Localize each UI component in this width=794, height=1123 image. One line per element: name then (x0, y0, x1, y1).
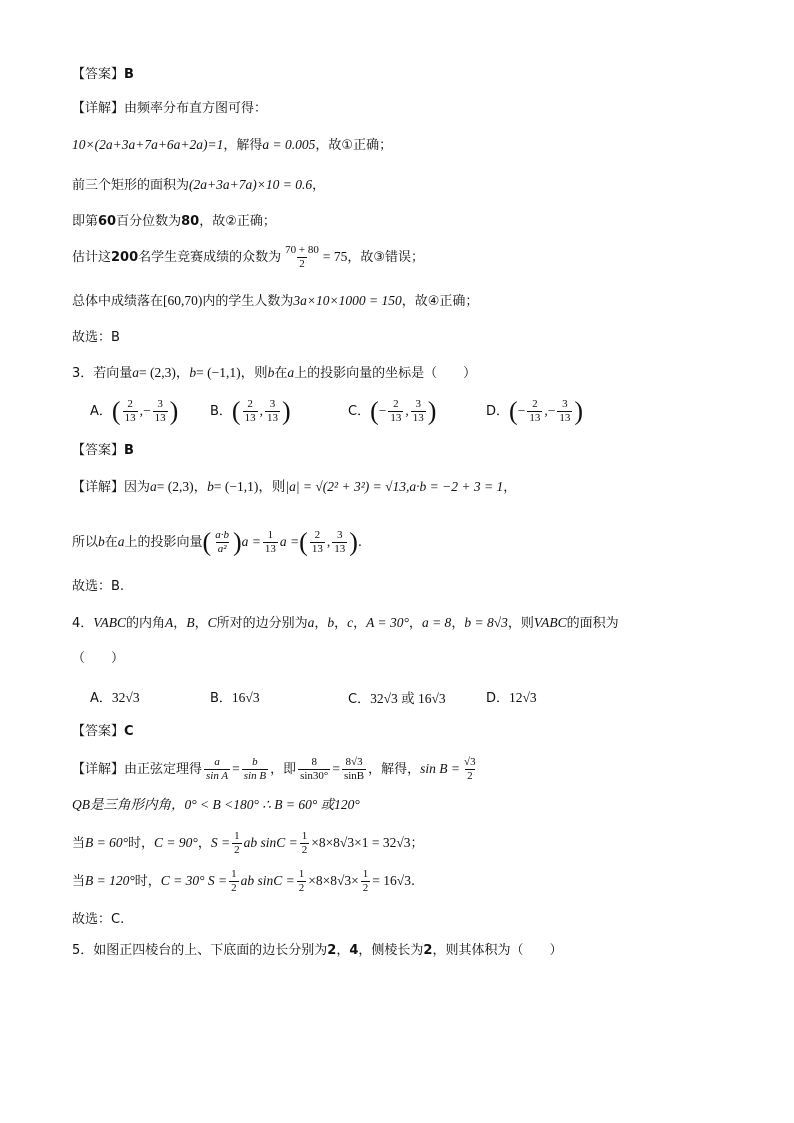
option-value: 16√3 (231, 690, 260, 705)
text: 200 (111, 250, 139, 265)
vector-a: a (150, 479, 157, 494)
option-label: C． (348, 404, 371, 419)
text: ， (503, 480, 517, 495)
side: a (307, 615, 315, 630)
denominator: 13 (124, 412, 136, 424)
text: ， (197, 836, 211, 851)
equation: B = 60° (85, 835, 129, 850)
text: 当 (72, 874, 86, 889)
side: c (347, 615, 354, 630)
fraction (462, 756, 478, 783)
denominator: 2 (231, 882, 237, 894)
equation: QB是三角形内角，0° < B <180° ∴ B = 60° 或120° (72, 797, 360, 812)
text: 的内角 (126, 616, 166, 631)
option-label: D． (486, 404, 510, 419)
text: 时， (134, 874, 161, 889)
option-label: A． (90, 404, 112, 419)
text: ，即 (270, 762, 297, 777)
detail-line-4d (72, 864, 415, 899)
denominator: 13 (334, 543, 346, 555)
equation: C = 30° S = (160, 873, 228, 888)
option-a[interactable]: A．( $\frac{2}{13}$ ,− $\frac{3}{13}$ ) (90, 396, 179, 426)
eq-line-5 (72, 292, 478, 311)
text: ； (410, 836, 424, 851)
option-label: C． (348, 692, 371, 707)
pick-text: 故选：B. (72, 579, 125, 594)
vector-b: b (98, 534, 105, 549)
answer-tag: 【答案】 (72, 67, 125, 82)
detail-line-1 (72, 100, 267, 118)
numerator: 2 (314, 529, 321, 541)
numerator: 1 (298, 868, 305, 880)
detail-tag: 【详解】 (72, 101, 125, 116)
fraction (411, 398, 426, 425)
equation: a = 0.005 (262, 137, 316, 152)
fraction (243, 398, 258, 425)
text: 即第 (72, 214, 99, 229)
fraction (388, 398, 403, 425)
text: 所以 (72, 535, 99, 550)
text: 前三个矩形的面积为 (72, 178, 190, 193)
detail-line-4b (72, 796, 360, 815)
text: ，故②正确； (199, 214, 276, 229)
fraction (310, 529, 325, 556)
separator: , (259, 403, 263, 418)
equation: = 75 (322, 249, 348, 264)
text: 时， (128, 836, 155, 851)
numerator: a (214, 756, 220, 768)
denominator: 2 (301, 844, 308, 856)
denominator: 2 (467, 770, 473, 782)
text: 的面积为 (566, 616, 619, 631)
fraction (342, 756, 366, 783)
denominator: 13 (154, 412, 166, 424)
equals: = (332, 761, 340, 776)
question-4-stem: 4．VABC的内角A，B，C所对的边分别为a，b，c，A = 30°，a = 8，b = 8√3，则VABC的面积为 (72, 615, 619, 631)
denominator: 13 (244, 412, 256, 424)
text: 4． (72, 616, 94, 631)
denominator: a² (217, 543, 227, 555)
pick-line-3 (72, 578, 124, 596)
answer-value: B (124, 67, 134, 82)
eq-line-4 (72, 244, 424, 271)
text: 60 (98, 214, 117, 229)
side: b (327, 615, 335, 630)
equation: ab sinC = (243, 835, 298, 850)
text: 由正弦定理得 (124, 762, 203, 777)
text: 所对的边分别为 (216, 616, 308, 631)
numerator: 8√3 (345, 756, 363, 768)
numerator: 8 (311, 756, 317, 768)
equation: C = 90° (154, 835, 198, 850)
answer-line-1 (72, 66, 134, 84)
denominator: 13 (264, 543, 276, 555)
text: 80 (181, 214, 200, 229)
option-value: 32√3 (111, 690, 140, 705)
option-d[interactable] (486, 687, 537, 706)
option-c[interactable]: C．(− $\frac{2}{13}$ , $\frac{3}{13}$ ) (348, 396, 437, 426)
fraction (242, 756, 268, 783)
vector-b: b (189, 365, 197, 380)
fraction (283, 244, 321, 271)
text: 因为 (124, 480, 151, 495)
equation: ×8×8√3× (308, 873, 359, 888)
equation: a = (241, 534, 261, 549)
eq-line-2 (72, 176, 325, 195)
text: （ ） (72, 651, 125, 666)
text: 上的投影向量 (124, 535, 203, 550)
pick-text: 故选：C. (72, 912, 125, 927)
option-label: B． (210, 404, 232, 419)
equation: a = 8 (421, 615, 452, 630)
fraction (263, 529, 278, 556)
text: ，解得， (368, 762, 421, 777)
option-b[interactable] (210, 687, 260, 706)
text: 3．若向量 (72, 366, 133, 381)
triangle: VABC (93, 615, 127, 630)
eq-line-3 (72, 213, 276, 231)
eq-line-1 (72, 136, 392, 155)
fraction (229, 868, 239, 895)
fraction (297, 868, 307, 895)
vector-a: a (287, 365, 295, 380)
fraction (153, 398, 168, 425)
denominator: 13 (266, 412, 278, 424)
equation: |a| = √(2² + 3²) = √13, (285, 479, 410, 494)
equation: (2a+3a+7a)×10 = 0.6 (189, 177, 313, 192)
detail-line-3a (72, 478, 516, 497)
answer-tag: 【答案】 (72, 443, 125, 458)
answer-value: B (124, 443, 134, 458)
pick-text: 故选：B (72, 330, 120, 345)
text: = (2,3)， (139, 365, 190, 380)
text: 2 (327, 943, 337, 958)
numerator: 1 (234, 830, 240, 842)
text: ，侧棱长为 (358, 943, 424, 958)
fraction (300, 830, 310, 857)
equation: 10×(2a+3a+7a+6a+2a)=1 (72, 137, 224, 152)
question-5-stem (72, 942, 562, 960)
sign: − (517, 403, 526, 418)
text: 百分位数为 (116, 214, 182, 229)
text: = (−1,1)，则 (196, 365, 268, 380)
vector-a: a (117, 534, 125, 549)
equation: A = 30° (366, 615, 409, 630)
answer-tag: 【答案】 (72, 724, 125, 739)
vector-b: b (207, 479, 214, 494)
numerator: 3 (157, 398, 163, 410)
text: 在 (274, 366, 288, 381)
denominator: 13 (390, 412, 402, 424)
fraction (265, 398, 280, 425)
detail-line-4a (72, 752, 480, 787)
option-c[interactable] (348, 687, 446, 707)
interval: [60,70) (163, 293, 203, 308)
detail-tag: 【详解】 (72, 480, 125, 495)
answer-line-4 (72, 723, 134, 741)
text: ，故④正确； (401, 294, 479, 309)
numerator: 1 (267, 529, 274, 541)
equation: B = 120° (85, 873, 135, 888)
option-d[interactable]: D．(− $\frac{2}{13}$ ,− $\frac{3}{13}$ ) (486, 396, 583, 426)
denominator: sinB (343, 770, 365, 782)
equation: ab sinC = (240, 873, 295, 888)
text: ，解得 (223, 138, 263, 153)
denominator: 13 (311, 543, 323, 555)
option-label: B． (210, 691, 232, 706)
equation: b = 8√3 (464, 615, 508, 630)
numerator: 1 (362, 868, 369, 880)
numerator: √3 (464, 756, 476, 768)
vertex: B (186, 615, 195, 630)
denominator: 2 (299, 258, 305, 270)
sign: − (378, 403, 387, 418)
vector-b: b (267, 365, 275, 380)
numerator: b (252, 756, 258, 768)
numerator: 3 (336, 529, 343, 541)
question-3-stem (72, 364, 476, 383)
equation: a = (279, 534, 300, 549)
option-b[interactable]: B．( $\frac{2}{13}$ , $\frac{3}{13}$ ) (210, 396, 291, 426)
separator: ,− (139, 403, 151, 418)
option-label: D． (486, 691, 510, 706)
text: . (357, 535, 362, 550)
vertex: A (165, 615, 174, 630)
denominator: 13 (529, 412, 541, 424)
text: 名学生竞赛成绩的众数为 (138, 250, 282, 265)
detail-line-4c (72, 826, 424, 861)
pick-line-1 (72, 329, 120, 347)
numerator: 3 (562, 398, 568, 410)
numerator: 1 (231, 868, 237, 880)
text: = (−1,1)，则 (213, 479, 286, 494)
numerator: 1 (301, 830, 308, 842)
separator: ,− (544, 403, 556, 418)
text: 上的投影向量的坐标是（ ） (294, 366, 477, 381)
text: ，故③错误； (347, 250, 425, 265)
separator: , (405, 403, 409, 418)
fraction (232, 830, 242, 857)
text: ，则 (507, 616, 534, 631)
equation: sin B = (420, 761, 461, 776)
text: 在 (104, 535, 118, 550)
fraction (204, 756, 230, 783)
fraction (557, 398, 572, 425)
pick-line-4 (72, 911, 124, 929)
equals: = (232, 761, 240, 776)
equation: = 16√3 (372, 873, 411, 888)
numerator: 70 + 80 (285, 244, 319, 256)
vector-a: a (132, 365, 140, 380)
denominator: sin A (206, 770, 229, 782)
text: = (2,3)， (156, 479, 208, 494)
denominator: sin B (243, 770, 267, 782)
denominator: 13 (559, 412, 571, 424)
detail-text: 由频率分布直方图可得： (124, 101, 268, 116)
denominator: 2 (298, 882, 305, 894)
text: 估计这 (72, 250, 112, 265)
vertex: C (207, 615, 217, 630)
option-value: 12√3 (509, 690, 537, 705)
equation: a·b = −2 + 3 = 1 (409, 479, 504, 494)
fraction (527, 398, 542, 425)
fraction (361, 868, 371, 895)
equation: S = (210, 835, 231, 850)
denominator: sin30° (300, 770, 329, 782)
fraction (123, 398, 138, 425)
answer-value: C (124, 724, 134, 739)
numerator: 3 (415, 398, 421, 410)
answer-line-3 (72, 442, 134, 460)
text: 内的学生人数为 (202, 294, 294, 309)
text: 4 (349, 943, 359, 958)
text: 当 (72, 836, 86, 851)
text: 5．如图正四棱台的上、下底面的边长分别为 (72, 943, 328, 958)
numerator: 2 (393, 398, 399, 410)
equation: 3a×10×1000 = 150 (293, 293, 402, 308)
denominator: 2 (362, 882, 369, 894)
option-label: A． (90, 691, 112, 706)
equation: ×8×8√3×1 = 32√3 (311, 835, 411, 850)
denominator: 2 (234, 844, 240, 856)
denominator: 13 (412, 412, 424, 424)
numerator: 3 (269, 398, 276, 410)
text: ， (312, 178, 326, 193)
detail-line-3b: 所以b在a上的投影向量( $\frac{a\cdot b}{\text{a²}}$ )a = $\frac{1}{13}$ a =( $\frac{2}{13}$ , $\frac{3}{13}$ ). (72, 527, 362, 557)
text: ，则其体积为（ ） (432, 943, 563, 958)
numerator: a·b (215, 529, 229, 541)
text: . (410, 874, 416, 889)
fraction (298, 756, 330, 783)
fraction (213, 529, 231, 556)
text: ， (336, 943, 350, 958)
numerator: 2 (532, 398, 538, 410)
detail-tag: 【详解】 (72, 762, 125, 777)
triangle: VABC (533, 615, 567, 630)
text: 2 (423, 943, 433, 958)
numerator: 2 (127, 398, 133, 410)
question-4-paren (72, 650, 124, 668)
option-value: 32√3 或 16√3 (370, 691, 446, 706)
text: ，故①正确； (315, 138, 393, 153)
text: 总体中成绩落在 (72, 294, 164, 309)
option-a[interactable] (90, 687, 140, 706)
numerator: 2 (247, 398, 253, 410)
fraction (332, 529, 347, 556)
